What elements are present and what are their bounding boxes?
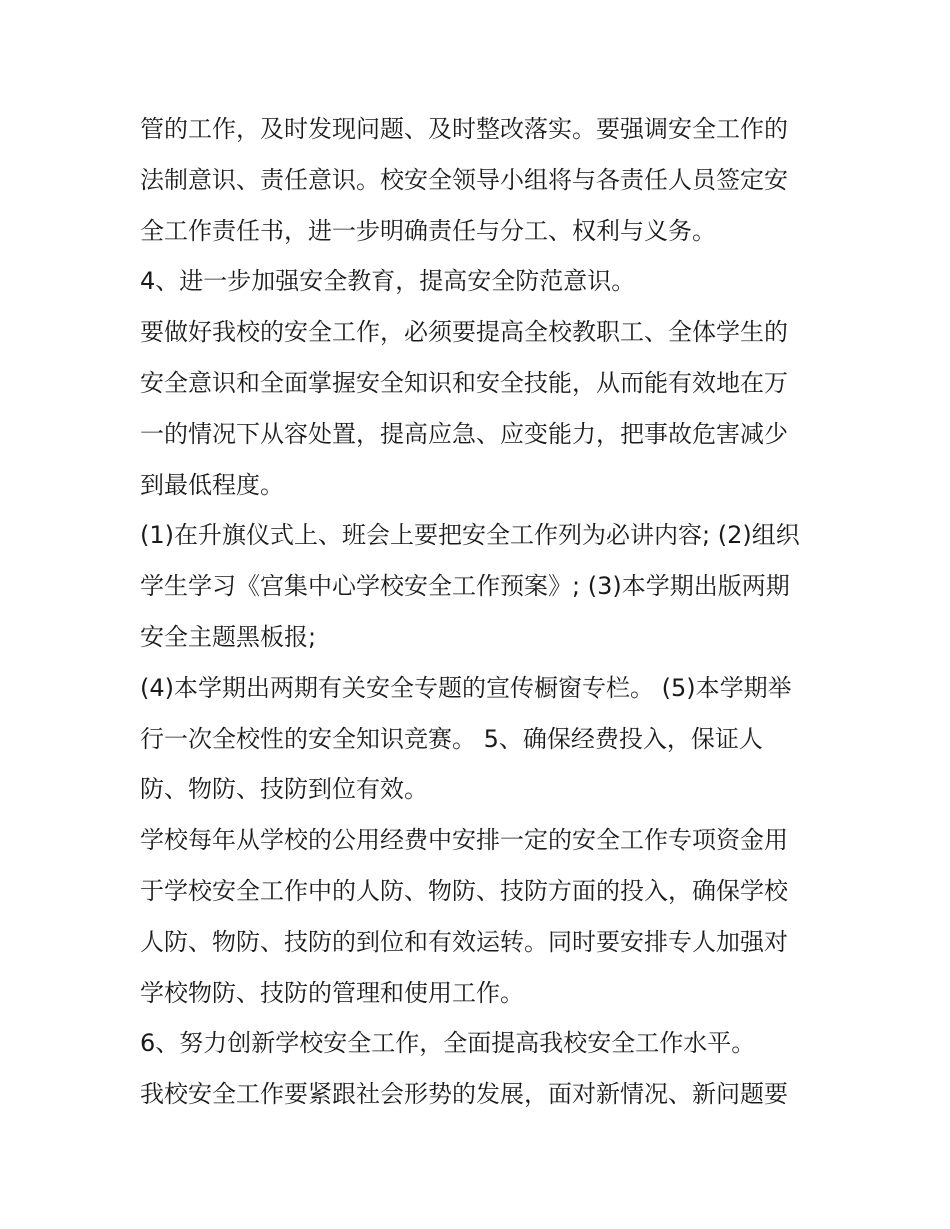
text-line-16: 于学校安全工作中的人防、物防、技防方面的投入，确保学校 (140, 876, 788, 905)
section-heading-4: 4、进一步加强安全教育，提高安全防范意识。 (140, 267, 636, 296)
text-line-14: 防、物防、技防到位有效。 (140, 775, 428, 804)
text-line-3: 全工作责任书，进一步明确责任与分工、权利与义务。 (140, 216, 716, 245)
text-line-7: 一的情况下从容处置，提高应急、应变能力，把事故危害减少 (140, 419, 788, 448)
text-line-12: (4)本学期出两期有关安全专题的宣传橱窗专栏。 (5)本学期举 (140, 673, 792, 702)
text-line-11: 安全主题黑板报; (140, 622, 317, 651)
text-line-10: 学生学习《宫集中心学校安全工作预案》; (3)本学期出版两期 (140, 572, 790, 601)
text-line-9: (1)在升旗仪式上、班会上要把安全工作列为必讲内容; (2)组织 (140, 521, 800, 550)
text-line-2: 法制意识、责任意识。校安全领导小组将与各责任人员签定安 (140, 165, 788, 194)
text-line-20: 我校安全工作要紧跟社会形势的发展，面对新情况、新问题要 (140, 1080, 788, 1109)
text-line-17: 人防、物防、技防的到位和有效运转。同时要安排专人加强对 (140, 927, 788, 956)
document-body (140, 104, 812, 1120)
text-line-15: 学校每年从学校的公用经费中安排一定的安全工作专项资金用 (140, 826, 788, 855)
text-line-13: 行一次全校性的安全知识竞赛。 5、确保经费投入，保证人 (140, 724, 763, 753)
text-line-18: 学校物防、技防的管理和使用工作。 (140, 978, 524, 1007)
text-line-5: 要做好我校的安全工作，必须要提高全校教职工、全体学生的 (140, 318, 788, 347)
text-line-6: 安全意识和全面掌握安全知识和安全技能，从而能有效地在万 (140, 368, 788, 397)
text-line-8: 到最低程度。 (140, 470, 284, 499)
section-heading-6: 6、努力创新学校安全工作，全面提高我校安全工作水平。 (140, 1029, 756, 1058)
text-line-1: 管的工作，及时发现问题、及时整改落实。要强调安全工作的 (140, 115, 788, 143)
